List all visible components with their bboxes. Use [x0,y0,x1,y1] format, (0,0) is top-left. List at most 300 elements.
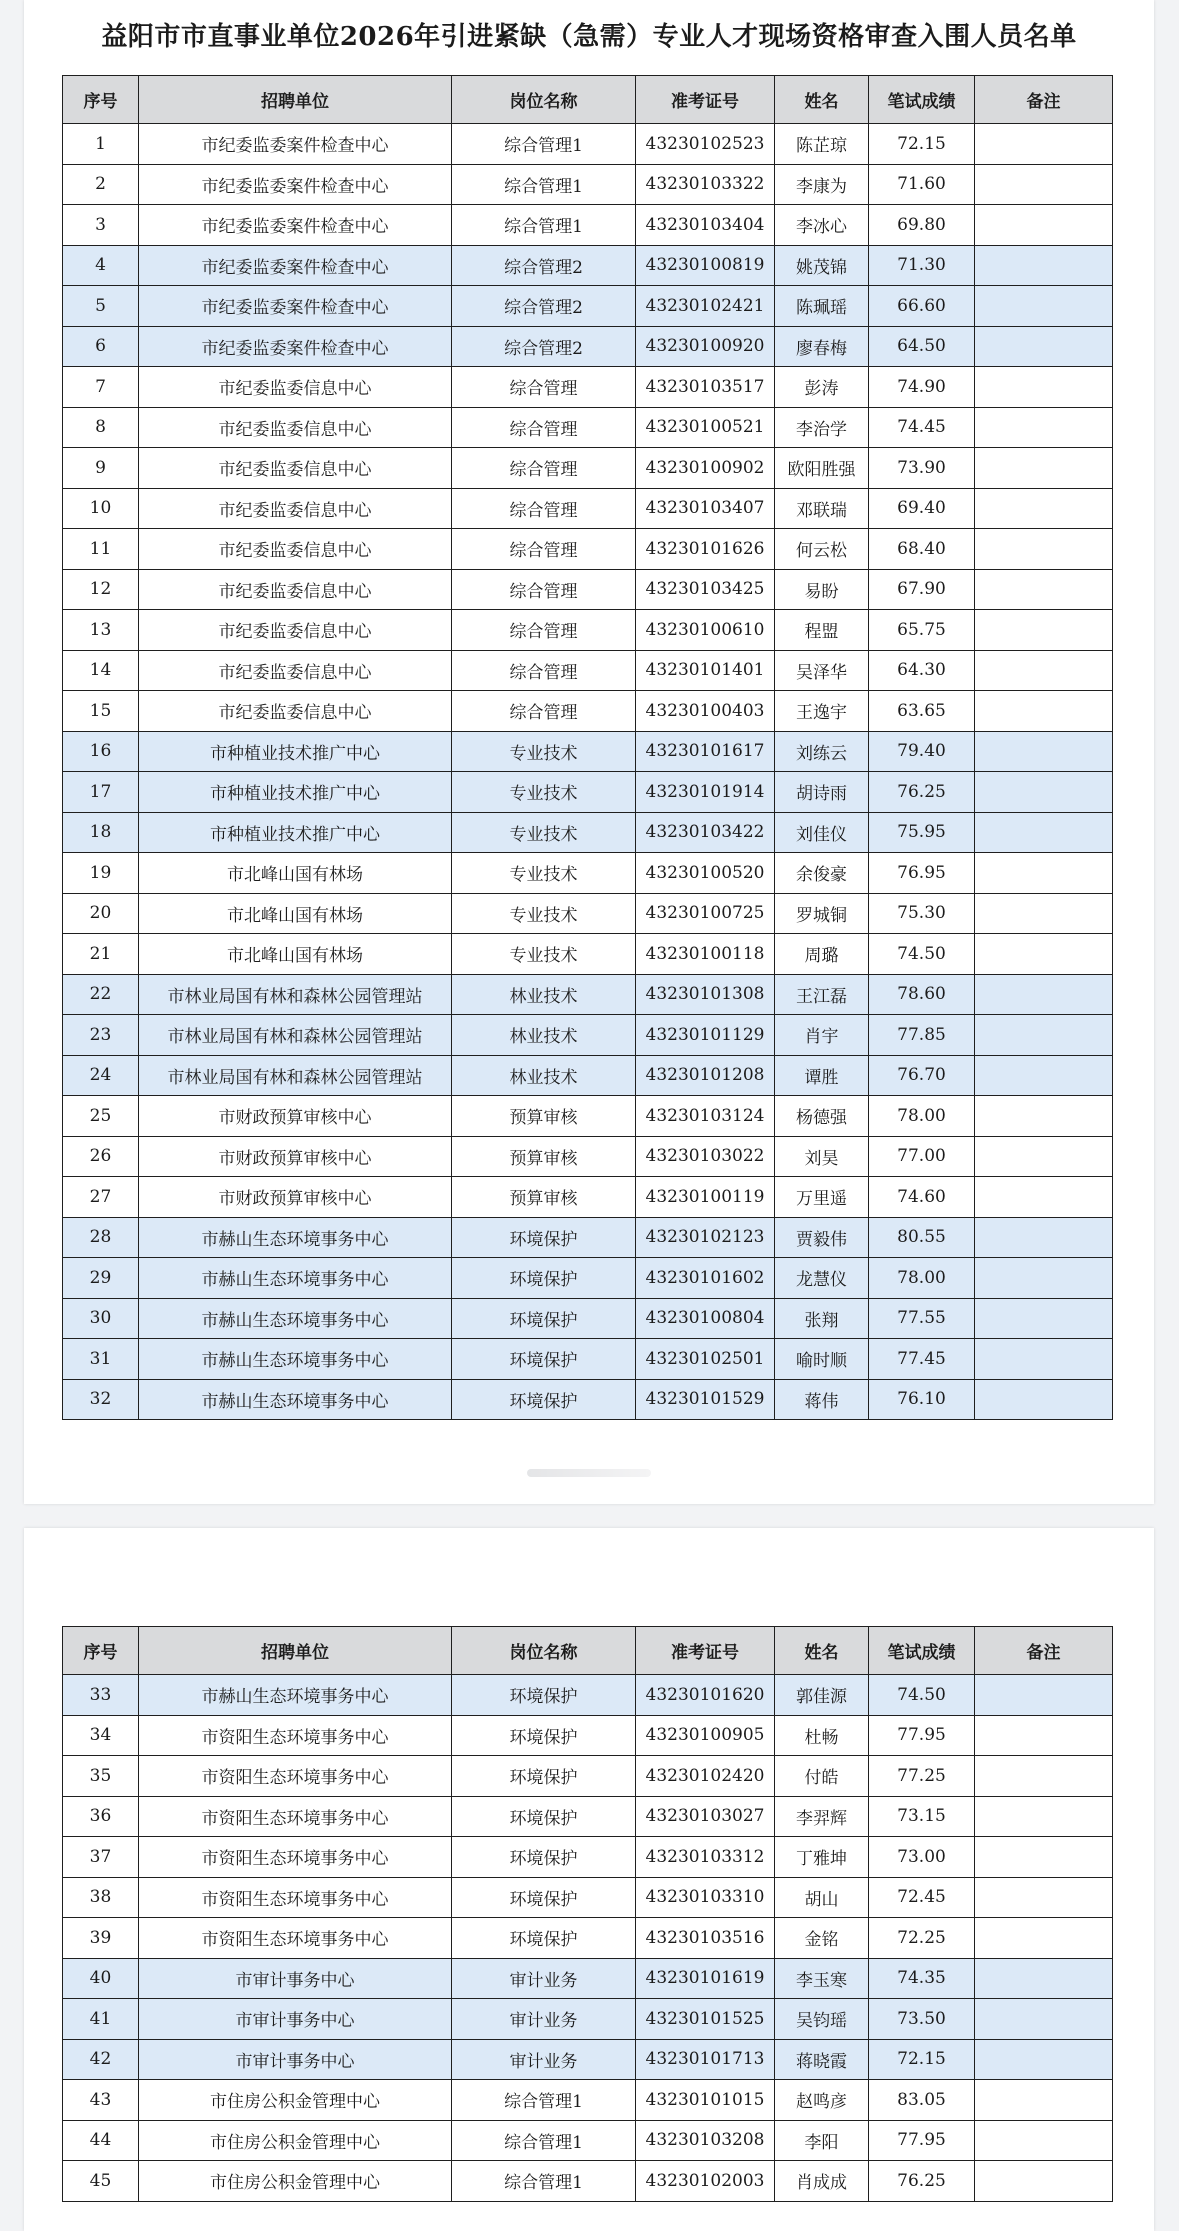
table-row [63,1877,1113,1918]
cell-exam-id: 43230103022 [636,1136,775,1177]
cell-position: 综合管理 [452,610,636,651]
cell-note [975,1015,1113,1056]
cell-name: 付皓 [775,1756,869,1797]
cell-score: 79.40 [869,731,975,772]
cell-note [975,731,1113,772]
cell-score: 64.50 [869,326,975,367]
cell-position: 综合管理1 [452,2080,636,2121]
document-title: 益阳市市直事业单位2026年引进紧缺（急需）专业人才现场资格审查入围人员名单 [101,22,1077,52]
cell-exam-id: 43230103517 [636,367,775,408]
table-row [63,286,1113,327]
table-row [63,205,1113,246]
cell-name: 胡山 [775,1877,869,1918]
cell-position: 综合管理 [452,529,636,570]
cell-name: 李玉寒 [775,1958,869,1999]
cell-position: 综合管理1 [452,124,636,165]
cell-score: 67.90 [869,569,975,610]
cell-exam-id: 43230102421 [636,286,775,327]
cell-note [975,1096,1113,1137]
cell-score: 72.25 [869,1918,975,1959]
table-row [63,1136,1113,1177]
cell-exam-id: 43230101525 [636,1999,775,2040]
table-row [63,2039,1113,2080]
cell-note [975,1877,1113,1918]
header-name: 姓名 [775,1627,869,1675]
cell-unit: 市纪委监委信息中心 [139,610,452,651]
cell-unit: 市赫山生态环境事务中心 [139,1298,452,1339]
cell-score: 73.15 [869,1796,975,1837]
cell-exam-id: 43230100905 [636,1715,775,1756]
cell-seq: 30 [63,1298,139,1339]
cell-position: 林业技术 [452,974,636,1015]
cell-unit: 市纪委监委信息中心 [139,488,452,529]
cell-note [975,650,1113,691]
cell-unit: 市资阳生态环境事务中心 [139,1837,452,1878]
cell-name: 余俊豪 [775,853,869,894]
cell-unit: 市种植业技术推广中心 [139,731,452,772]
cell-position: 综合管理 [452,367,636,408]
cell-unit: 市纪委监委案件检查中心 [139,245,452,286]
cell-position: 环境保护 [452,1379,636,1420]
cell-seq: 40 [63,1958,139,1999]
cell-unit: 市纪委监委案件检查中心 [139,205,452,246]
cell-score: 83.05 [869,2080,975,2121]
cell-score: 66.60 [869,286,975,327]
cell-note [975,1715,1113,1756]
cell-exam-id: 43230101129 [636,1015,775,1056]
cell-score: 77.85 [869,1015,975,1056]
cell-position: 环境保护 [452,1756,636,1797]
cell-name: 金铭 [775,1918,869,1959]
cell-exam-id: 43230101617 [636,731,775,772]
cell-name: 肖宇 [775,1015,869,1056]
cell-seq: 42 [63,2039,139,2080]
cell-exam-id: 43230101401 [636,650,775,691]
cell-score: 74.90 [869,367,975,408]
cell-score: 72.45 [869,1877,975,1918]
cell-position: 环境保护 [452,1675,636,1716]
cell-seq: 39 [63,1918,139,1959]
cell-unit: 市纪委监委信息中心 [139,407,452,448]
cell-position: 环境保护 [452,1339,636,1380]
cell-exam-id: 43230100610 [636,610,775,651]
cell-note [975,1298,1113,1339]
cell-exam-id: 43230100902 [636,448,775,489]
table-row [63,448,1113,489]
cell-name: 万里遥 [775,1177,869,1218]
table-row [63,1217,1113,1258]
cell-name: 赵鸣彦 [775,2080,869,2121]
cell-name: 张翔 [775,1298,869,1339]
table-row [63,326,1113,367]
cell-unit: 市资阳生态环境事务中心 [139,1918,452,1959]
cell-name: 李阳 [775,2120,869,2161]
table-header-row [63,76,1113,124]
cell-score: 77.55 [869,1298,975,1339]
cell-position: 综合管理 [452,569,636,610]
cell-score: 77.00 [869,1136,975,1177]
cell-exam-id: 43230101713 [636,2039,775,2080]
table-row [63,610,1113,651]
table-body-page-1 [63,124,1113,1420]
cell-unit: 市林业局国有林和森林公园管理站 [139,974,452,1015]
cell-unit: 市种植业技术推广中心 [139,812,452,853]
cell-seq: 33 [63,1675,139,1716]
cell-position: 预算审核 [452,1096,636,1137]
cell-position: 环境保护 [452,1837,636,1878]
cell-unit: 市财政预算审核中心 [139,1096,452,1137]
cell-position: 预算审核 [452,1177,636,1218]
cell-exam-id: 43230103310 [636,1877,775,1918]
cell-seq: 16 [63,731,139,772]
cell-name: 郭佳源 [775,1675,869,1716]
cell-exam-id: 43230101015 [636,2080,775,2121]
cell-unit: 市住房公积金管理中心 [139,2161,452,2202]
cell-name: 刘昊 [775,1136,869,1177]
cell-position: 综合管理2 [452,286,636,327]
table-row [63,893,1113,934]
cell-position: 环境保护 [452,1918,636,1959]
cell-exam-id: 43230101914 [636,772,775,813]
cell-position: 综合管理 [452,407,636,448]
cell-name: 王逸宇 [775,691,869,732]
cell-name: 欧阳胜强 [775,448,869,489]
cell-position: 综合管理1 [452,205,636,246]
document-page-2 [24,1528,1154,2231]
candidate-table-page-1 [62,75,1113,1420]
cell-unit: 市资阳生态环境事务中心 [139,1756,452,1797]
cell-note [975,1258,1113,1299]
table-row [63,1999,1113,2040]
cell-score: 76.25 [869,2161,975,2202]
table-row [63,974,1113,1015]
cell-unit: 市北峰山国有林场 [139,893,452,934]
cell-unit: 市资阳生态环境事务中心 [139,1715,452,1756]
cell-seq: 19 [63,853,139,894]
cell-unit: 市赫山生态环境事务中心 [139,1379,452,1420]
cell-unit: 市北峰山国有林场 [139,853,452,894]
cell-score: 63.65 [869,691,975,732]
cell-name: 姚茂锦 [775,245,869,286]
table-row [63,1015,1113,1056]
cell-exam-id: 43230103124 [636,1096,775,1137]
cell-name: 廖春梅 [775,326,869,367]
cell-unit: 市纪委监委案件检查中心 [139,164,452,205]
cell-score: 69.40 [869,488,975,529]
cell-seq: 18 [63,812,139,853]
table-row [63,934,1113,975]
cell-position: 环境保护 [452,1298,636,1339]
cell-unit: 市赫山生态环境事务中心 [139,1339,452,1380]
cell-name: 蒋晓霞 [775,2039,869,2080]
cell-name: 喻时顺 [775,1339,869,1380]
cell-note [975,569,1113,610]
page-break-indicator [527,1469,651,1477]
cell-position: 专业技术 [452,934,636,975]
cell-name: 肖成成 [775,2161,869,2202]
cell-unit: 市财政预算审核中心 [139,1177,452,1218]
table-row [63,245,1113,286]
cell-note [975,893,1113,934]
table-row [63,1298,1113,1339]
table-row [63,1096,1113,1137]
cell-seq: 12 [63,569,139,610]
cell-unit: 市种植业技术推广中心 [139,772,452,813]
cell-note [975,934,1113,975]
cell-name: 王江磊 [775,974,869,1015]
cell-position: 综合管理1 [452,2120,636,2161]
header-seq: 序号 [63,76,139,124]
cell-position: 专业技术 [452,731,636,772]
cell-note [975,1379,1113,1420]
cell-score: 73.90 [869,448,975,489]
cell-seq: 8 [63,407,139,448]
header-unit: 招聘单位 [139,76,452,124]
cell-seq: 3 [63,205,139,246]
table-row [63,853,1113,894]
cell-seq: 9 [63,448,139,489]
cell-score: 74.50 [869,934,975,975]
cell-seq: 31 [63,1339,139,1380]
table-row [63,1756,1113,1797]
cell-name: 何云松 [775,529,869,570]
table-row [63,1055,1113,1096]
cell-note [975,1055,1113,1096]
cell-unit: 市林业局国有林和森林公园管理站 [139,1015,452,1056]
cell-unit: 市赫山生态环境事务中心 [139,1217,452,1258]
table-row [63,1796,1113,1837]
table-row [63,164,1113,205]
cell-name: 杨德强 [775,1096,869,1137]
cell-note [975,1675,1113,1716]
cell-note [975,286,1113,327]
cell-position: 环境保护 [452,1217,636,1258]
cell-name: 周璐 [775,934,869,975]
cell-unit: 市住房公积金管理中心 [139,2080,452,2121]
cell-name: 杜畅 [775,1715,869,1756]
cell-score: 76.10 [869,1379,975,1420]
table-row [63,1837,1113,1878]
cell-position: 林业技术 [452,1055,636,1096]
cell-exam-id: 43230103422 [636,812,775,853]
cell-exam-id: 43230101308 [636,974,775,1015]
cell-name: 李羿辉 [775,1796,869,1837]
cell-note [975,326,1113,367]
cell-position: 专业技术 [452,893,636,934]
cell-name: 邓联瑞 [775,488,869,529]
cell-exam-id: 43230101620 [636,1675,775,1716]
cell-name: 彭涛 [775,367,869,408]
cell-seq: 27 [63,1177,139,1218]
cell-exam-id: 43230100920 [636,326,775,367]
cell-seq: 35 [63,1756,139,1797]
cell-seq: 28 [63,1217,139,1258]
cell-exam-id: 43230101529 [636,1379,775,1420]
cell-note [975,448,1113,489]
cell-note [975,2080,1113,2121]
cell-seq: 36 [63,1796,139,1837]
cell-unit: 市资阳生态环境事务中心 [139,1877,452,1918]
cell-seq: 5 [63,286,139,327]
cell-position: 审计业务 [452,1999,636,2040]
header-note: 备注 [975,76,1113,124]
cell-note [975,529,1113,570]
cell-note [975,2161,1113,2202]
table-row [63,2120,1113,2161]
cell-exam-id: 43230100118 [636,934,775,975]
cell-note [975,367,1113,408]
cell-seq: 17 [63,772,139,813]
table-row [63,812,1113,853]
cell-note [975,1999,1113,2040]
cell-seq: 15 [63,691,139,732]
cell-exam-id: 43230103425 [636,569,775,610]
table-row [63,488,1113,529]
cell-exam-id: 43230102420 [636,1756,775,1797]
cell-position: 综合管理1 [452,2161,636,2202]
header-unit: 招聘单位 [139,1627,452,1675]
cell-note [975,1958,1113,1999]
cell-score: 74.50 [869,1675,975,1716]
cell-unit: 市纪委监委案件检查中心 [139,286,452,327]
cell-seq: 24 [63,1055,139,1096]
cell-exam-id: 43230103208 [636,2120,775,2161]
cell-name: 陈芷琼 [775,124,869,165]
cell-exam-id: 43230102523 [636,124,775,165]
cell-position: 审计业务 [452,2039,636,2080]
cell-position: 综合管理2 [452,245,636,286]
cell-note [975,1918,1113,1959]
cell-position: 环境保护 [452,1796,636,1837]
header-score: 笔试成绩 [869,1627,975,1675]
cell-seq: 38 [63,1877,139,1918]
cell-score: 74.35 [869,1958,975,1999]
cell-position: 环境保护 [452,1258,636,1299]
cell-exam-id: 43230103516 [636,1918,775,1959]
cell-unit: 市财政预算审核中心 [139,1136,452,1177]
cell-exam-id: 43230100520 [636,853,775,894]
cell-exam-id: 43230101619 [636,1958,775,1999]
table-row [63,1918,1113,1959]
cell-exam-id: 43230101602 [636,1258,775,1299]
table-row [63,2080,1113,2121]
cell-score: 68.40 [869,529,975,570]
cell-exam-id: 43230101208 [636,1055,775,1096]
cell-unit: 市审计事务中心 [139,2039,452,2080]
cell-note [975,205,1113,246]
cell-note [975,1177,1113,1218]
cell-name: 贾毅伟 [775,1217,869,1258]
cell-note [975,1217,1113,1258]
cell-seq: 32 [63,1379,139,1420]
table-row [63,529,1113,570]
cell-position: 林业技术 [452,1015,636,1056]
cell-seq: 29 [63,1258,139,1299]
cell-score: 65.75 [869,610,975,651]
cell-seq: 2 [63,164,139,205]
cell-exam-id: 43230103404 [636,205,775,246]
cell-seq: 44 [63,2120,139,2161]
cell-name: 罗城铜 [775,893,869,934]
cell-unit: 市审计事务中心 [139,1958,452,1999]
cell-note [975,1756,1113,1797]
cell-score: 74.45 [869,407,975,448]
cell-seq: 34 [63,1715,139,1756]
cell-name: 龙慧仪 [775,1258,869,1299]
cell-exam-id: 43230100119 [636,1177,775,1218]
cell-seq: 41 [63,1999,139,2040]
cell-note [975,245,1113,286]
table-row [63,731,1113,772]
cell-score: 78.60 [869,974,975,1015]
table-row [63,367,1113,408]
cell-score: 72.15 [869,124,975,165]
header-position: 岗位名称 [452,1627,636,1675]
cell-exam-id: 43230100819 [636,245,775,286]
cell-position: 综合管理 [452,488,636,529]
cell-name: 程盟 [775,610,869,651]
cell-note [975,488,1113,529]
cell-position: 综合管理 [452,691,636,732]
table-row [63,1177,1113,1218]
cell-position: 环境保护 [452,1715,636,1756]
cell-note [975,164,1113,205]
cell-seq: 4 [63,245,139,286]
cell-seq: 20 [63,893,139,934]
cell-unit: 市纪委监委信息中心 [139,691,452,732]
table-row [63,691,1113,732]
cell-exam-id: 43230100804 [636,1298,775,1339]
cell-score: 76.70 [869,1055,975,1096]
cell-score: 75.95 [869,812,975,853]
cell-score: 77.45 [869,1339,975,1380]
cell-exam-id: 43230100521 [636,407,775,448]
cell-seq: 45 [63,2161,139,2202]
cell-score: 76.95 [869,853,975,894]
cell-unit: 市纪委监委信息中心 [139,448,452,489]
cell-seq: 1 [63,124,139,165]
cell-name: 谭胜 [775,1055,869,1096]
cell-note [975,124,1113,165]
cell-position: 环境保护 [452,1877,636,1918]
cell-name: 易盼 [775,569,869,610]
cell-score: 73.50 [869,1999,975,2040]
cell-exam-id: 43230103322 [636,164,775,205]
cell-unit: 市审计事务中心 [139,1999,452,2040]
header-note: 备注 [975,1627,1113,1675]
table-row [63,2161,1113,2202]
cell-unit: 市资阳生态环境事务中心 [139,1796,452,1837]
cell-name: 蒋伟 [775,1379,869,1420]
table-row [63,124,1113,165]
cell-position: 综合管理2 [452,326,636,367]
table-row [63,1715,1113,1756]
cell-exam-id: 43230100403 [636,691,775,732]
cell-score: 71.30 [869,245,975,286]
cell-score: 77.95 [869,2120,975,2161]
cell-name: 刘练云 [775,731,869,772]
cell-unit: 市纪委监委信息中心 [139,529,452,570]
cell-name: 李冰心 [775,205,869,246]
cell-unit: 市林业局国有林和森林公园管理站 [139,1055,452,1096]
table-row [63,1675,1113,1716]
cell-name: 李治学 [775,407,869,448]
cell-position: 专业技术 [452,853,636,894]
cell-unit: 市纪委监委信息中心 [139,650,452,691]
cell-unit: 市赫山生态环境事务中心 [139,1675,452,1716]
cell-exam-id: 43230102003 [636,2161,775,2202]
table-row [63,407,1113,448]
